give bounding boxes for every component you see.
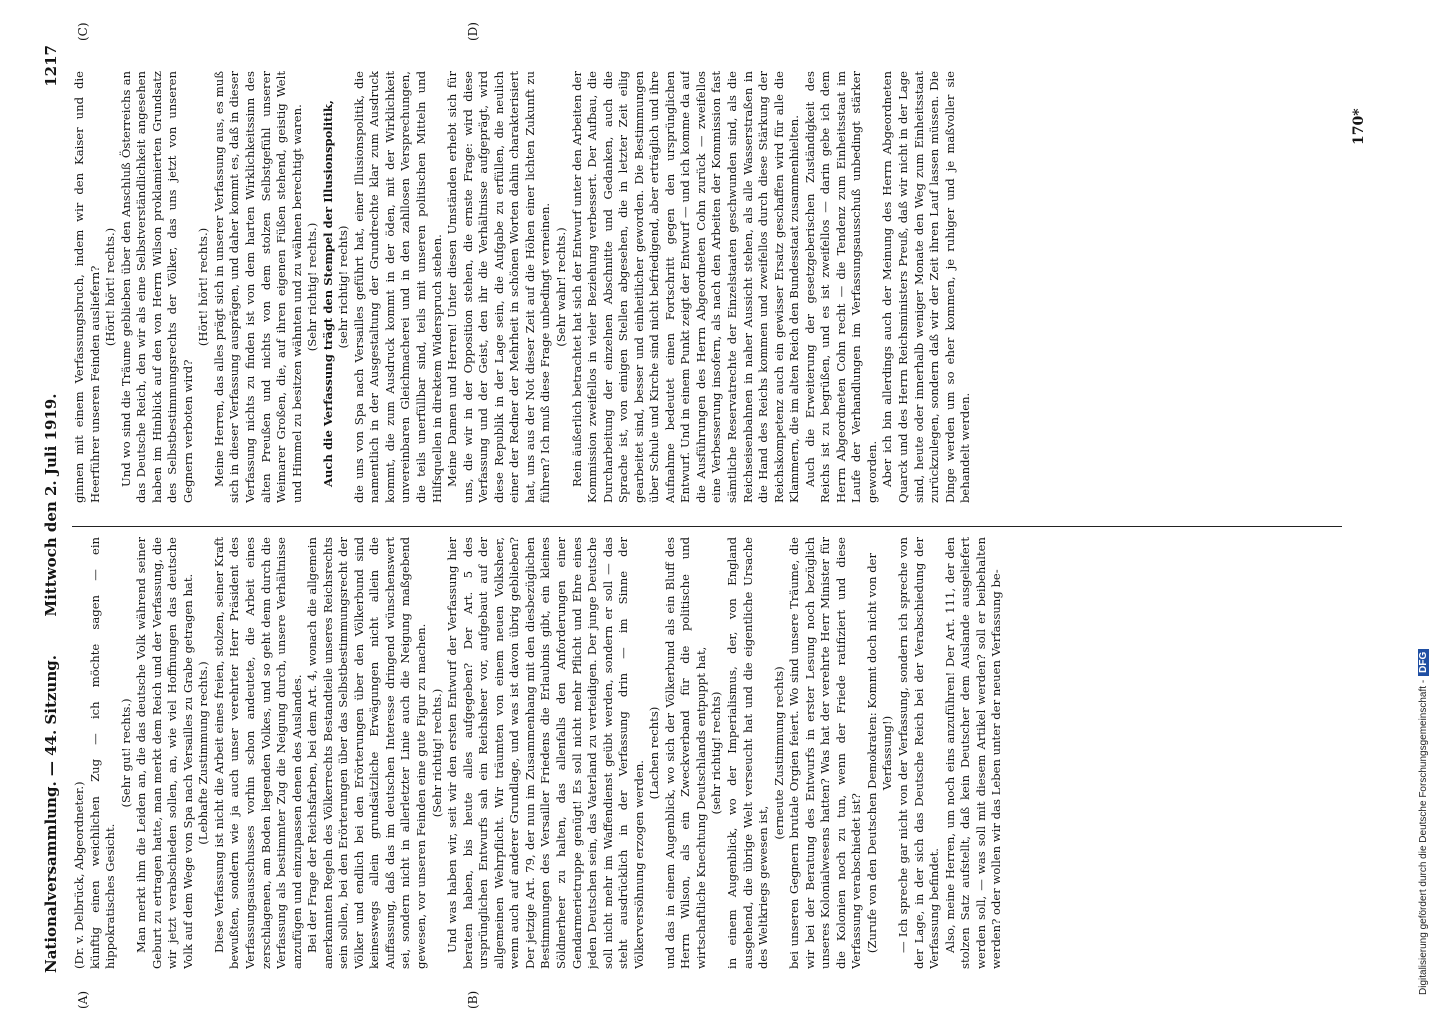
page-number: 1217 [42, 45, 60, 87]
interjection: (sehr richtig! rechts) [336, 225, 351, 349]
margin-marker-d: (D) [466, 22, 480, 41]
paragraph: künftig einen weichlichen Zug — ich möchte sagen — ein hippokratisches Gesicht. [87, 537, 118, 969]
interjection: (Hört! hört! rechts.) [196, 227, 211, 347]
interjection: (Sehr richtig! rechts.) [429, 688, 444, 818]
interjection: (Sehr richtig! rechts.) [305, 222, 320, 352]
paragraph: Bei der Frage der Reichsfarben, bei dem Art. 4, wonach die allgemein anerkannten Regeln des Völkerrechts Bestandteile unseres Reichsrechts sein sollen, bei den Erörterungen über das Selbstbestimmungsrecht der Völker und endlich bei den Erörterungen über den Völkerbund sind keineswegs allein grundsätzliche Erwägungen nicht allein die Auffassung, daß das im deutschen Interesse dringend wünschenswert sei, sondern nicht in allerletzter Linie auch die Neigung maßgebend gewesen, vor unseren Feinden eine gute Figur zu machen. [305, 537, 429, 969]
paragraph: Meine Herren, das alles prägt sich in unserer Verfassung aus, es muß sich in dieser Verfassung ausprägen, und daher kommt es, daß in dieser Verfassung nichts zu finden ist von dem harten Wirklichkeitssinn des alten Preußen und nichts von dem stolzen Selbstgefühl unserer Weimarer Großen, die, auf ihren eigenen Füßen stehend, geistig Welt und Himmel zu besitzen wähnten und zu wähnen berechtigt waren. [211, 71, 304, 503]
interjection: (Sehr gut! rechts.) [118, 698, 133, 808]
paragraph: Diese Verfassung ist nicht die Arbeit eines freien, stolzen, seiner Kraft bewußten, sondern wie ja auch unser verehrter Herr Präsident des Verfassungsausschusses vorhin schon andeutete, die Arbeit eines zerschlagenen, am Boden liegenden Volkes, und so geht denn durch die Verfassung als bestimmter Zug die Neigung durch, unsere Verhältnisse anzufügen und einzupassen denen des Auslandes. [211, 537, 304, 969]
right-column [72, 71, 1342, 503]
interjection: (Zurufe von den Deutschen Demokraten: Kommt doch nicht von der Verfassung!) [864, 552, 895, 954]
margin-marker-b: (B) [466, 990, 480, 1009]
paragraph: Auch die Erweiterung der gesetzgeberischen Zuständigkeit des Reichs ist zu begrüßen, und es ist zweifellos — darin gebe ich dem Herrn Abgeordneten Cohn recht — die Tendenz zum Einheitsstaat im Laufe der Verhandlungen im Verfassungsausschuß unbedingt stärker geworden. [802, 71, 879, 503]
paragraph: Meine Damen und Herren! Unter diesen Umständen erhebt sich für uns, die wir in der Opposition stehen, die ernste Frage: wird diese Verfassung und der Geist, den ihr die Verhältnisse aufgeprägt, wird diese Republik in der Lage sein, die Aufgabe zu erfüllen, die neulich einer der Redner der Mehrheit in schönen Worten dahin charakterisiert hat, uns aus der Not dieser Zeit auf die Höhen einer lichten Zukunft zu führen? Ich muß diese Frage unbedingt verneinen. [445, 71, 553, 503]
paragraph-emphasis: Auch die Verfassung trägt den Stempel der Illusionspolitik, [320, 100, 335, 487]
header-left: Nationalversammlung. — 44. Sitzung. [42, 655, 60, 973]
digitization-credit [1418, 649, 1429, 995]
paragraph: in einem Augenblick, wo der Imperialismus, der, von England ausgehend, die übrige Welt verseucht hat und die eigentliche Ursache des Weltkriegs gewesen ist, [724, 537, 771, 969]
paragraph: bei unseren Gegnern brutale Orgien feiert. Wo sind unsere Träume, die wir bei der Beratung des Entwurfs in erster Lesung noch bezüglich unseres Kolonialwesens hatten? Was hat der verehrte Herr Minister für die Kolonien noch zu tun, wenn der Friede ratifiziert und diese Verfassung verabschiedet ist? [787, 537, 864, 969]
column-divider [72, 526, 1342, 527]
paragraph: und das in einem Augenblick, wo sich der Völkerbund als ein Bluff des Herrn Wilson, als ein Zweckverband für die politische und wirtschaftliche Knechtung Deutschlands entpuppt hat, [662, 537, 708, 969]
speaker-note: (Dr. v. Delbrück, Abgeordneter.) [72, 781, 86, 969]
left-column [72, 537, 1342, 969]
rotated-page [36, 22, 1386, 1009]
interjection: (Lachen rechts) [647, 706, 662, 800]
interjection: (sehr richtig! rechts) [709, 691, 724, 815]
paragraph: Und wo sind die Träume geblieben über den Anschluß Österreichs an das Deutsche Reich, den wir als eine Selbstverständlichkeit angesehen haben im Hinblick auf den von Herrn Wilson proklamierten Grundsatz des Selbstbestimmungsrechts der Völker, das uns jetzt von unseren Gegnern verboten wird? [118, 71, 195, 503]
sheet-signature: 170* [1351, 108, 1367, 145]
margin-marker-a: (A) [76, 990, 90, 1009]
paragraph: Man merkt ihm die Leiden an, die das deutsche Volk während seiner Geburt zu ertragen hatte, man merkt dem Reich und der Verfassung, die wir jetzt verabschieden sollen, an, wie viel Hoffnungen das deutsche Volk auf dem Wege von Spa nach Versailles zu Grabe getragen hat. [134, 537, 195, 969]
credit-text: Digitalisierung gefördert durch die Deutsche Forschungsgemeinschaft - [1418, 679, 1429, 995]
dfg-logo: DFG [1418, 649, 1429, 676]
paragraph: Rein äußerlich betrachtet hat sich der Entwurf unter den Arbeiten der Kommission zweifellos in vieler Beziehung verbessert. Der Aufbau, die Durcharbeitung der einzelnen Abschnitte und Gedanken, auch die Sprache ist, von einigen Stellen abgesehen, die in letzter Zeit eilig gearbeitet sind, besser und einheitlicher geworden. Die Bestimmungen über Schule und Kirche sind nicht befriedigend, aber erträglich und ihre Aufnahme bedeutet einen Fortschritt gegen den ursprünglichen Entwurf. Und in einem Punkt zeigt der Entwurf — und ich komme da auf die Ausführungen des Herrn Abgeordneten Cohn zurück — zweifellos eine Verbesserung insofern, als nach den Arbeiten der Kommission fast sämtliche Reservatrechte der Einzelstaaten geschwunden sind, als die Reichseisenbahnen in naher Aussicht stehen, als alle Wasserstraßen in die Hand des Reichs kommen und zweifellos durch diese Stärkung der Reichskompetenz auch ein gewisser Ersatz geschaffen wird für alle die Klammern, die im alten Reich den Bundesstaat zusammenhielten. [569, 71, 802, 503]
running-header [42, 25, 68, 985]
paragraph: ginnen mit einem Verfassungsbruch, indem wir den Kaiser und die Heerführer unseren Feinden ausliefern? [72, 71, 102, 503]
paragraph: Aber ich bin allerdings auch der Meinung des Herrn Abgeordneten Quarck und des Herrn Reichsministers Preuß, daß wir nicht in der Lage sind, heute oder innerhalb weniger Monate den Weg zum Einheitsstaat zurückzulegen, sondern daß wir der Zeit ihren Lauf lassen müssen. Die Dinge werden um so eher kommen, je ruhiger und je maßvoller sie behandelt werden. [880, 71, 973, 503]
interjection: (Hört! hört! rechts.) [103, 227, 118, 347]
paragraph: — Ich spreche gar nicht von der Verfassung, sondern ich spreche von der Lage, in der sich das Deutsche Reich bei der Verabschiedung der Verfassung befindet. [895, 537, 942, 969]
interjection: (Lebhafte Zustimmung rechts.) [196, 661, 211, 845]
interjection: (erneute Zustimmung rechts) [771, 666, 786, 840]
margin-marker-c: (C) [76, 22, 90, 41]
header-date: Mittwoch den 2. Juli 1919. [42, 393, 60, 617]
paragraph: die uns von Spa nach Versailles geführt hat, einer Illusionspolitik, die namentlich in der Ausgestaltung der Grundrechte klar zum Ausdruck kommt, die zum Ausdruck kommt in der öden, mit der Wirklichkeit unvereinbaren Gleichmacherei und in den zahllosen Versprechungen, die teils unerfüllbar sind, teils mit unseren politischen Mitteln und Hilfsquellen in direktem Widerspruch stehen. [351, 71, 444, 503]
interjection: (Sehr wahr! rechts.) [553, 227, 568, 347]
paragraph: Also, meine Herren, um noch eins anzuführen! Der Art. 111, der den stolzen Satz aufstellt, daß kein Deutscher dem Auslande ausgeliefert werden soll, — was soll mit diesem Artikel werden? soll er beibehalten werden? oder wollen wir das Leben unter der neuen Verfassung be- [942, 537, 1004, 969]
paragraph: Und was haben wir, seit wir den ersten Entwurf der Verfassung hier beraten haben, bis heute alles aufgegeben? Der Art. 5 des ursprünglichen Entwurfs sah ein Reichsheer vor, aufgebaut auf der allgemeinen Wehrpflicht. Wir träumten von einem neuen Volksheer, wenn auch auf anderer Grundlage, und was ist davon übrig geblieben? Der jetzige Art. 79, der nun im Zusammenhang mit den diesbezüglichen Bestimmungen des Versailler Friedens die Erlaubnis gibt, ein kleines Söldnerheer zu halten, das allenfalls den Anforderungen einer Gendarmerietruppe genügt! Es soll nicht mehr Pflicht und Ehre eines jeden Deutschen sein, das Vaterland zu verteidigen. Der junge Deutsche soll nicht mehr im Waffendienst geübt werden, sondern er soll — das steht ausdrücklich in der Verfassung drin — im Sinne der Völkerversöhnung erzogen werden. [445, 537, 646, 969]
